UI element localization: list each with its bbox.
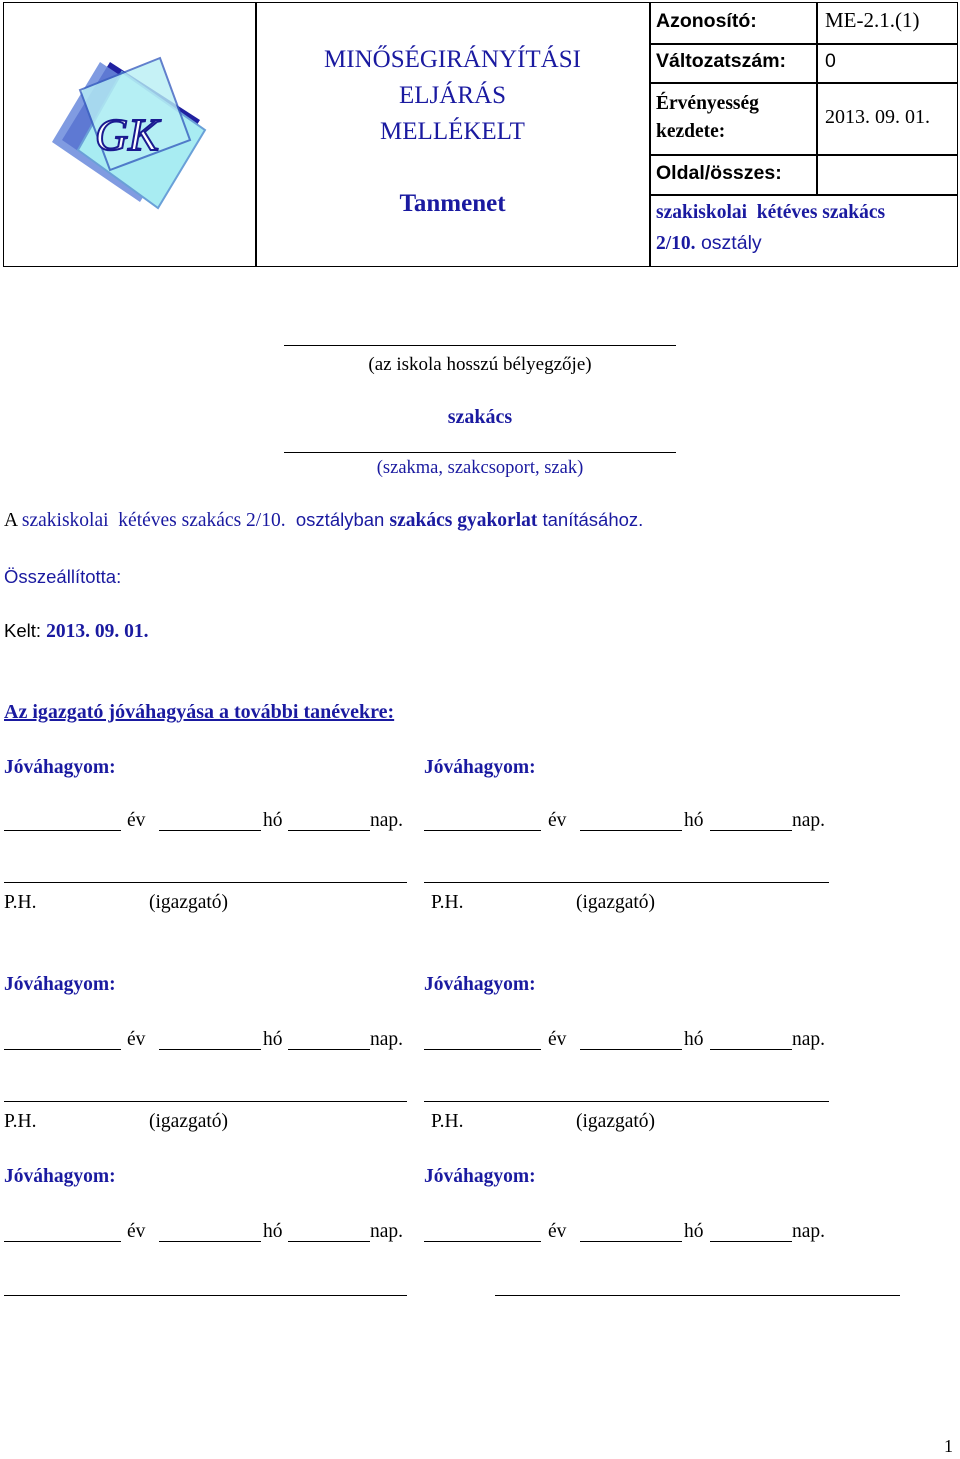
field-label-valid-from-line1: Érvényesség [656,93,759,114]
day-word: nap. [792,1029,826,1050]
intro-part-1: A [4,510,22,531]
day-blank [710,1049,792,1050]
approve-label: Jóváhagyom: [424,1166,536,1187]
day-blank [288,1049,370,1050]
year-word: év [548,810,567,831]
principal-label: (igazgató) [576,1111,656,1132]
day-word: nap. [792,810,826,831]
month-word: hó [684,1221,704,1242]
principal-label: (igazgató) [149,892,229,913]
month-word: hó [263,1221,283,1242]
date-value: 2013. 09. 01. [46,621,149,642]
stamp-place: P.H. [431,1111,464,1132]
field-label-pages: Oldal/összes: [656,162,782,184]
signature-line [424,1101,829,1102]
principal-label: (igazgató) [576,892,656,913]
divider [816,2,818,195]
title-line-1: MINŐSÉGIRÁNYÍTÁSI [324,46,581,73]
month-blank [580,830,682,831]
month-blank [159,830,261,831]
intro-part-3: osztályban [285,509,390,530]
trade-rule [284,452,676,453]
divider [649,194,958,196]
year-word: év [127,1029,146,1050]
svg-text:GK: GK [95,109,159,160]
approve-label: Jóváhagyom: [4,974,116,995]
field-label-version: Változatszám: [656,50,787,72]
year-blank [424,1049,541,1050]
stamp-place: P.H. [4,1111,37,1132]
intro-part-2: szakiskolai kétéves szakács 2/10. [21,510,286,531]
intro-part-4: szakács gyakorlat [389,510,538,531]
approve-label: Jóváhagyom: [4,757,116,778]
day-word: nap. [370,1029,404,1050]
class-suffix: osztály [695,232,762,254]
title-line-2: ELJÁRÁS [399,82,506,109]
day-blank [288,1241,370,1242]
trade-name: szakács [447,406,513,428]
class-number: 2/10. [656,233,696,254]
month-word: hó [263,1029,283,1050]
year-blank [4,830,121,831]
field-value-id: ME-2.1.(1) [825,8,920,32]
day-blank [288,830,370,831]
signature-line [4,1101,407,1102]
gk-logo [40,50,220,220]
approve-label: Jóváhagyom: [4,1166,116,1187]
divider [649,154,958,156]
signature-line [424,882,829,883]
signature-line [4,1295,407,1296]
month-word: hó [263,810,283,831]
approval-heading: Az igazgató jóváhagyása a további tanévekre: [4,701,395,723]
day-blank [710,1241,792,1242]
day-word: nap. [792,1221,826,1242]
date-line [4,620,149,643]
year-blank [4,1049,121,1050]
field-label-id: Azonosító: [656,10,757,32]
year-word: év [548,1221,567,1242]
page-number: 1 [944,1436,953,1456]
class-line-2 [656,232,762,255]
month-blank [580,1241,682,1242]
day-blank [710,830,792,831]
date-label: Kelt: [4,620,47,641]
document-subtitle: Tanmenet [399,190,506,217]
title-line-3: MELLÉKELT [380,118,525,145]
divider [649,43,958,45]
stamp-place: P.H. [431,892,464,913]
year-word: év [127,1221,146,1242]
year-word: év [548,1029,567,1050]
signature-line [495,1295,900,1296]
year-blank [4,1241,121,1242]
trade-caption: (szakma, szakcsoport, szak) [376,458,584,478]
divider [649,82,958,84]
approve-label: Jóváhagyom: [424,757,536,778]
stamp-rule [284,345,676,346]
approve-label: Jóváhagyom: [424,974,536,995]
month-blank [580,1049,682,1050]
month-blank [159,1241,261,1242]
year-blank [424,830,541,831]
intro-part-5: tanításához. [537,509,644,530]
class-line-1: szakiskolai kétéves szakács [656,202,886,223]
stamp-place: P.H. [4,892,37,913]
year-word: év [127,810,146,831]
document-title [256,42,649,150]
year-blank [424,1241,541,1242]
day-word: nap. [370,810,404,831]
stamp-caption: (az iskola hosszú bélyegzője) [368,354,592,375]
month-blank [159,1049,261,1050]
field-label-valid-from-line2: kezdete: [656,121,726,142]
divider [649,2,651,267]
intro-line [4,509,643,532]
field-value-version: 0 [825,50,836,72]
field-label-valid-from [656,90,759,146]
principal-label: (igazgató) [149,1111,229,1132]
month-word: hó [684,810,704,831]
day-word: nap. [370,1221,404,1242]
month-word: hó [684,1029,704,1050]
compiled-by: Összeállította: [4,566,122,587]
field-value-valid-from: 2013. 09. 01. [825,106,930,128]
signature-line [4,882,407,883]
